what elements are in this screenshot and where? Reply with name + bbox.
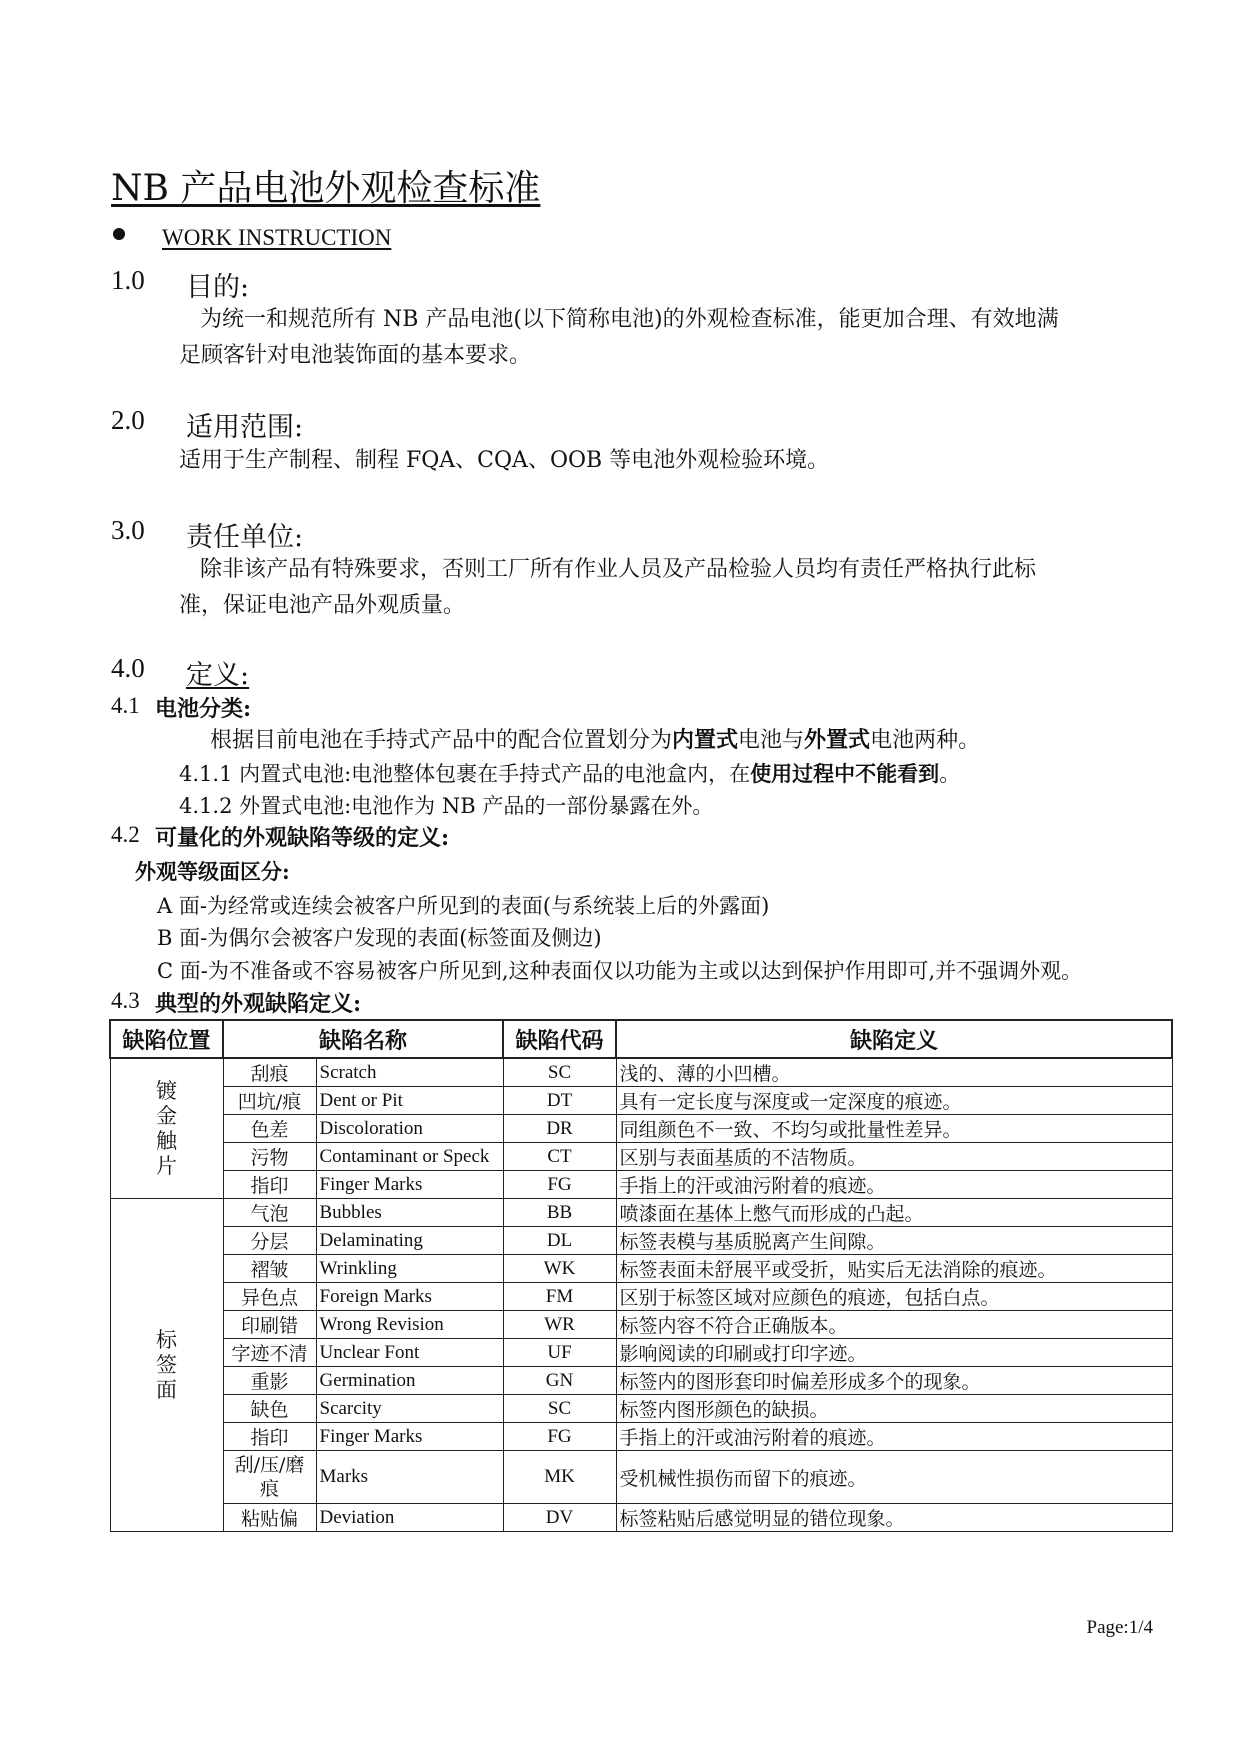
- table-row: [110, 1367, 1172, 1395]
- section-4-2-number: 4.2: [111, 822, 140, 847]
- table-row: [110, 1255, 1172, 1283]
- defect-definition: 受机械性损伤而留下的痕迹。: [616, 1451, 1172, 1504]
- section-3-line-1: 除非该产品有特殊要求，否则工厂所有作业人员及产品检验人员均有责任严格执行此标: [200, 557, 1037, 582]
- section-4-number: 4.0: [111, 653, 145, 683]
- surface-grade-subtitle: 外观等级面区分:: [135, 859, 290, 884]
- defect-name-cn: 气泡: [223, 1199, 316, 1227]
- section-4-2-title: 可量化的外观缺陷等级的定义:: [155, 825, 450, 851]
- header-name: 缺陷名称: [223, 1020, 503, 1058]
- surface-a-definition: A 面-为经常或连续会被客户所见到的表面(与系统装上后的外露面): [157, 894, 770, 918]
- defect-definition: 标签内的图形套印时偏差形成多个的现象。: [616, 1367, 1172, 1395]
- table-row: [110, 1227, 1172, 1255]
- group-gold-contacts: 镀金触片: [110, 1058, 223, 1199]
- defect-definition: 影响阅读的印刷或打印字迹。: [616, 1339, 1172, 1367]
- table-row: [110, 1283, 1172, 1311]
- section-2-number: 2.0: [111, 405, 145, 435]
- defect-name-cn: 分层: [223, 1227, 316, 1255]
- defect-code: MK: [503, 1451, 616, 1504]
- defect-name-cn: 印刷错: [223, 1311, 316, 1339]
- defect-name-en: Scarcity: [316, 1395, 503, 1423]
- defect-name-en: Delaminating: [316, 1227, 503, 1255]
- defect-definition: 喷漆面在基体上憋气而形成的凸起。: [616, 1199, 1172, 1227]
- defect-name-cn: 异色点: [223, 1283, 316, 1311]
- section-1-number: 1.0: [111, 265, 145, 295]
- defect-code: GN: [503, 1367, 616, 1395]
- header-location: 缺陷位置: [110, 1020, 223, 1058]
- defect-name-cn: 字迹不清: [223, 1339, 316, 1367]
- defect-code: BB: [503, 1199, 616, 1227]
- table-row: [110, 1504, 1172, 1532]
- defect-code: WR: [503, 1311, 616, 1339]
- header-definition: 缺陷定义: [616, 1020, 1172, 1058]
- defect-code: DR: [503, 1115, 616, 1143]
- defect-name-en: Foreign Marks: [316, 1283, 503, 1311]
- section-3-title: 责任单位:: [186, 522, 304, 553]
- work-instruction-label: WORK INSTRUCTION: [162, 225, 392, 250]
- defect-name-cn: 指印: [223, 1423, 316, 1451]
- section-4-1-title: 电池分类:: [155, 696, 252, 722]
- document-title: NB 产品电池外观检查标准: [111, 168, 541, 209]
- table-row: [110, 1451, 1172, 1504]
- defect-name-cn: 刮痕: [223, 1058, 316, 1087]
- defect-name-en: Marks: [316, 1451, 503, 1504]
- defect-name-en: Wrong Revision: [316, 1311, 503, 1339]
- table-row: [110, 1311, 1172, 1339]
- section-1-line-1: 为统一和规范所有 NB 产品电池(以下简称电池)的外观检查标准，能更加合理、有效地满: [200, 307, 1059, 332]
- section-4-1-number: 4.1: [111, 693, 140, 718]
- defect-name-en: Germination: [316, 1367, 503, 1395]
- group-label-surface: 标签面: [110, 1199, 223, 1532]
- section-1-line-2: 足顾客针对电池装饰面的基本要求。: [179, 343, 532, 368]
- section-1-title: 目的:: [186, 272, 250, 303]
- defect-definition: 标签内容不符合正确版本。: [616, 1311, 1172, 1339]
- section-4-title: 定义:: [186, 660, 250, 691]
- defect-definition: 手指上的汗或油污附着的痕迹。: [616, 1423, 1172, 1451]
- defect-definition: 区别与表面基质的不洁物质。: [616, 1143, 1172, 1171]
- defect-definition: 区别于标签区域对应颜色的痕迹，包括白点。: [616, 1283, 1172, 1311]
- defect-definition: 浅的、薄的小凹槽。: [616, 1058, 1172, 1087]
- item-4-1-1: 4.1.1 内置式电池:电池整体包裹在手持式产品的电池盒内，在使用过程中不能看到。: [179, 761, 961, 786]
- section-2-line-1: 适用于生产制程、制程 FQA、CQA、OOB 等电池外观检验环境。: [179, 448, 830, 473]
- defect-name-en: Dent or Pit: [316, 1087, 503, 1115]
- section-4-3-number: 4.3: [111, 988, 140, 1013]
- page-number: Page:1/4: [1086, 1617, 1153, 1638]
- defect-code: SC: [503, 1058, 616, 1087]
- defect-name-cn: 凹坑/痕: [223, 1087, 316, 1115]
- surface-c-definition: C 面-为不准备或不容易被客户所见到,这种表面仅以功能为主或以达到保护作用即可,并不强调外观。: [157, 959, 1083, 983]
- defect-name-cn: 色差: [223, 1115, 316, 1143]
- section-4-3-title: 典型的外观缺陷定义:: [155, 991, 362, 1017]
- header-code: 缺陷代码: [503, 1020, 616, 1058]
- defect-code: DV: [503, 1504, 616, 1532]
- table-row: [110, 1395, 1172, 1423]
- defect-name-cn: 污物: [223, 1143, 316, 1171]
- table-header-row: [110, 1020, 1172, 1058]
- defect-name-en: Finger Marks: [316, 1171, 503, 1199]
- table-row: [110, 1171, 1172, 1199]
- table-row: [110, 1087, 1172, 1115]
- defect-name-cn: 粘贴偏: [223, 1504, 316, 1532]
- table-row: [110, 1199, 1172, 1227]
- defect-code: WK: [503, 1255, 616, 1283]
- section-3-line-2: 准，保证电池产品外观质量。: [179, 593, 466, 618]
- defect-name-en: Unclear Font: [316, 1339, 503, 1367]
- defect-code: FG: [503, 1171, 616, 1199]
- battery-classification-intro: 根据目前电池在手持式产品中的配合位置划分为内置式电池与外置式电池两种。: [210, 727, 981, 753]
- defect-name-en: Finger Marks: [316, 1423, 503, 1451]
- defect-code: DL: [503, 1227, 616, 1255]
- table-row: [110, 1058, 1172, 1087]
- defect-table: [109, 1019, 1173, 1532]
- table-row: [110, 1143, 1172, 1171]
- defect-code: SC: [503, 1395, 616, 1423]
- section-3-number: 3.0: [111, 515, 145, 545]
- defect-code: FG: [503, 1423, 616, 1451]
- table-row: [110, 1339, 1172, 1367]
- defect-name-en: Wrinkling: [316, 1255, 503, 1283]
- section-2-title: 适用范围:: [186, 412, 304, 443]
- defect-code: DT: [503, 1087, 616, 1115]
- defect-definition: 同组颜色不一致、不均匀或批量性差异。: [616, 1115, 1172, 1143]
- defect-definition: 标签表模与基质脱离产生间隙。: [616, 1227, 1172, 1255]
- item-4-1-2: 4.1.2 外置式电池:电池作为 NB 产品的一部份暴露在外。: [179, 794, 714, 818]
- defect-name-cn: 重影: [223, 1367, 316, 1395]
- defect-name-cn: 指印: [223, 1171, 316, 1199]
- defect-name-en: Contaminant or Speck: [316, 1143, 503, 1171]
- defect-name-en: Scratch: [316, 1058, 503, 1087]
- defect-definition: 标签内图形颜色的缺损。: [616, 1395, 1172, 1423]
- defect-code: UF: [503, 1339, 616, 1367]
- defect-name-cn: 褶皱: [223, 1255, 316, 1283]
- defect-definition: 具有一定长度与深度或一定深度的痕迹。: [616, 1087, 1172, 1115]
- defect-name-en: Discoloration: [316, 1115, 503, 1143]
- surface-b-definition: B 面-为偶尔会被客户发现的表面(标签面及侧边): [157, 926, 602, 950]
- defect-definition: 手指上的汗或油污附着的痕迹。: [616, 1171, 1172, 1199]
- defect-name-cn: 刮/压/磨痕: [223, 1451, 316, 1504]
- defect-code: CT: [503, 1143, 616, 1171]
- bullet-icon: [113, 228, 125, 240]
- defect-code: FM: [503, 1283, 616, 1311]
- table-row: [110, 1423, 1172, 1451]
- defect-name-cn: 缺色: [223, 1395, 316, 1423]
- defect-definition: 标签表面未舒展平或受折，贴实后无法消除的痕迹。: [616, 1255, 1172, 1283]
- defect-name-en: Deviation: [316, 1504, 503, 1532]
- defect-definition: 标签粘贴后感觉明显的错位现象。: [616, 1504, 1172, 1532]
- table-row: [110, 1115, 1172, 1143]
- defect-name-en: Bubbles: [316, 1199, 503, 1227]
